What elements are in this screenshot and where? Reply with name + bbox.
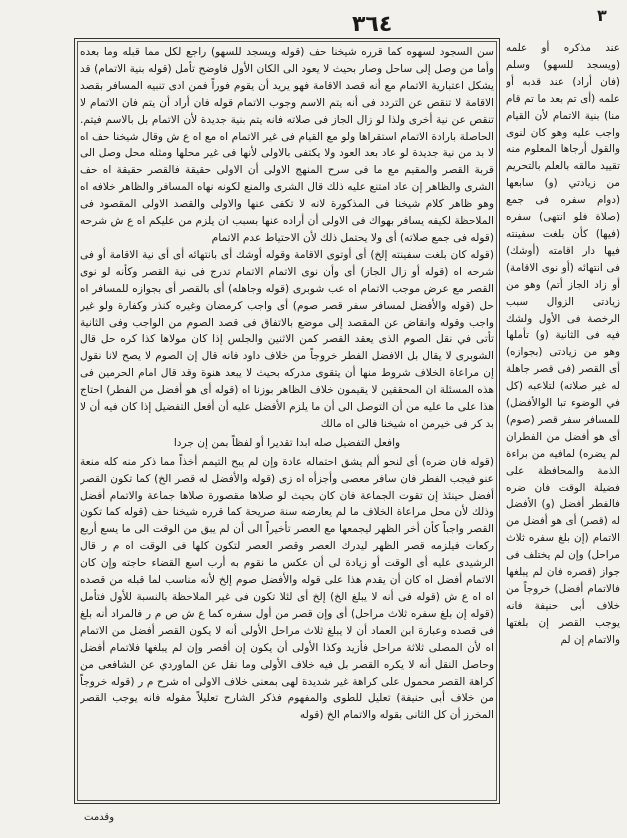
poem-line: وافعل التفضيل صله ابدا تقديرا أو لفظاً بمن إن جردا bbox=[173, 436, 401, 449]
main-text-part-3: (قوله فان ضره) أى لنحو ألم يشق احتماله عادة وإن لم يبح التيمم أخذاً مما ذكر منه كله منعة عنو فيجب الفطر فان سافر معصى وأجزأه اه زى (قوله والأفضل له قصر الخ) كما تكون القصر أفضل حينئذ إن تقوت الجماعة فان كان بحيث لو صلاها مقصورة صلاها جماعة والاتمام أفضل وذلك لأن محل مراعاة الخلاف ما لم يعارضه سنة صريحة كما قرره شيخنا حف (قوله كما تكون القصر واجباً كأن أخر الظهر ليجمعها مع العصر تأخيراً الى أن لم يبق من الوقت الى ما يسع أربع ركعات فيلزمه قصر الظهر ليدرك العصر وقصر العصر لتكون كلها فى الوقت اه م ر قال الرشيدى عليه أى الوقت أو زيادة لى أن عكس ما نقوم به أرب اسع القضاء حاجته وإن كان الاتمام أفضل اه كان أن يقدم هذا على قوله والأفضل صوم إلخ لأنه مناسب لما قبله من قصده اه اه ع ش (قوله فى أنه لا يبلغ الخ) إلخ أى لئلا تكون فى غير الملاحظة بالنسبة للأول فتأمل (قوله إن بلغ سفره ثلاث مراحل) أى وإن قصر من أول سفره كما ع ش ص م ر فالمراد أنه بلغ فى قصده وعبارة ابن العماد أن لا يبلغ ثلاث مراحل الأولى أنه لا يكون القصر أفضل من الاتمام اه لأن المصلى ثلاثة مراحل فأزيد وكذا الأولى أن يكون إن أقصر وإن لم يبلغها فلاتمام أفضل وحاصل النقل أنه لا يكره القصر بل فيه خلاف الأولى وما نقل عن الماوردي عن الشافعى من كراهة القصر محمول على كراهة غير شديدة لهى بمعنى خلاف الاولى اه شرح م ر (قوله خروجاً من خلاف أبى حنيفة) تعليل للطوى والمفهوم فذكر الشارح تعليلاً مقوله فانه يوجب القصر المخرز أن كل الثانى بقوله والاتمام الخ (قوله bbox=[80, 455, 494, 722]
margin-text: عند مذكره أو علمه (ويسجد للسهو) وسلم (فان أراد) عند قدبه أو علمه (أى تم بعد ما تم قام منا) بنية الاتمام لأن القيام واجب عليه وهو كان لنوى والقول أرجاها المعلوم منه تقييد مالقه بالعلم بالتحريم من زيادتي (و) سابعها (دوام سفره فى جمع (صلاة فلو انتهى) سفره (فيها) كأن بلغت سفينته فيها دار اقامته (أوشك) فى انتهائه (أو نوى الاقامة) أو زاد الجاز أتم) وهو من زيادتى الزوال سبب الرخصة فى الأول ولشك فيه فى الثانية (و) تأملها وهو من زيادتى (بجوازه) أى القصر (فى قصر جاهلة له غير صلاته) لتلاعبه (كل في الوضوء تبا الوالأفضل) للمسافر سفر قصر (صوم) أى هو أفضل من الفطران لم يضره) لمافيه من براءة الذمة والمحافظة على فضيلة الوقت فان ضره فالفطر أفضل (و) الأفضل له (قصر) أى هو أفضل من الاتمام (إن بلغ سفره ثلاث مراحل) وإن لم يختلف فى جواز (قصره فان لم يبلغها فالاتمام أفضل) خروجاً من خلاف أبى حنيفة فانه يوجب القصر إن بلغتها والاتمام إن لم bbox=[506, 42, 620, 646]
page-number: ٣٦٤ bbox=[352, 12, 393, 37]
corner-mark: ٣ bbox=[597, 6, 607, 25]
catchword: وقدمت bbox=[84, 812, 115, 823]
margin-text-column bbox=[506, 40, 620, 810]
main-text-part-2: (قوله كان بلغت سفينته إلخ) أى أوتوى الاقامة وقوله أوشك أى بانتهائه أى أى نية الاقامة أو فى شرحه اه (قوله أو زال الجاز) أى وأن نوى الاتمام الاتمام تدرج فى نية القصر وكأنه لو نوى القصر مع عرض موجب الاتمام اه عب شوبرى (قوله وجاهله) أى بالقصر أى بجوازه للمسافر اه حل (قوله والأفضل لمسافر سفر قصر صوم) أى واجب كرمضان وغيره كنذر وكفارة ولو غير واجب وقوله وانقاض عن المقصد إلى موضع بالاتفاق فى قصد الصوم من الواجب وفى الثانية تأتى في نقل الصوم الذى يعقد القصر كمن الاثنين والجلس إذا كان مولاها كذا كره حل قال الشوبرى لا يقال بل الافضل الفطر خروجاً من خلاف داود فانه قال إن الصوم لا يصح لانا نقول إن مراعاة الخلاف شروط منها أن يتقوى مدركه بحيث لا يبعد هنوة وقد قال امام الحرمين فى هذه المسئلة ان المحققين لا يقيمون خلاف الظاهر بوزنا اه (قوله أى هو أفضل من الفطر) احتاج هذا على ما عليه من أن التوصل الى أن ما يلزم الأفضل عليه أن أفعل التفضيل إذا كان فيه أن لا بد كر فى خيرمن اه شيخنا فالى اه مالك bbox=[80, 248, 494, 430]
main-text-part-1: سن السجود لسهوه كما قرره شيخنا حف (قوله ويسجد للسهو) راجع لكل مما قبله وما بعده وأما من وصل إلى ساحل وصار بحيث لا يعود الى الكان الأول فاوضح تأمل (قوله بنية الاتمام) قد يشكل اعتبارية الاتمام مع أنه قصد الاقامة فهو يريد أن يقوم فوراً فمن ادى تنبيه المسافر بقصد الاقامة لا تنقص عن التردد فى أنه يتم الاسم وجوب الاتمام قوله فان أراد أن يتم فان الاتمام لا تنقص عن نية أخرى ولذا لو زال الجاز فى صلاته فانه يتم بنية جديدة لأن الاتمام بل بالاسم فيتم. الحاصلة بارادة الاتمام استقراها ولو مع القيام فى غير الاتمام اه مع اه ع ش وقال شيخنا حف اه لا بد من نية جديدة لو عاد بعد العود ولا يكتفى بالاولى لأنها فى غير محلها ومثله محل وصل الى قربة القصر والمقيم مع ما فى سرح المنهج الاولى أن الاولى حقيقة فالقصر حقيقة اه حف الشرى والظاهر إن عاد امتنع عليه ذلك قال الشرى والمنع لكونه نهاه المسافر والظاهر خلافه اه وهو ظاهر كلام شيخنا فى المذكورة لانه لا تكفى عنها والاولى والقصد الاولى المقصود فى الملاحظة لكيفه يسافر بهواك فى الاولى أن أراده عنها بسبب ان يلزم من عليكم اه ع ش شرحه (قوله فى جمع صلاته) أى ولا يحتمل ذلك لأن الاحتياط عدم الاتمام bbox=[80, 46, 494, 244]
main-text-column bbox=[80, 44, 494, 800]
